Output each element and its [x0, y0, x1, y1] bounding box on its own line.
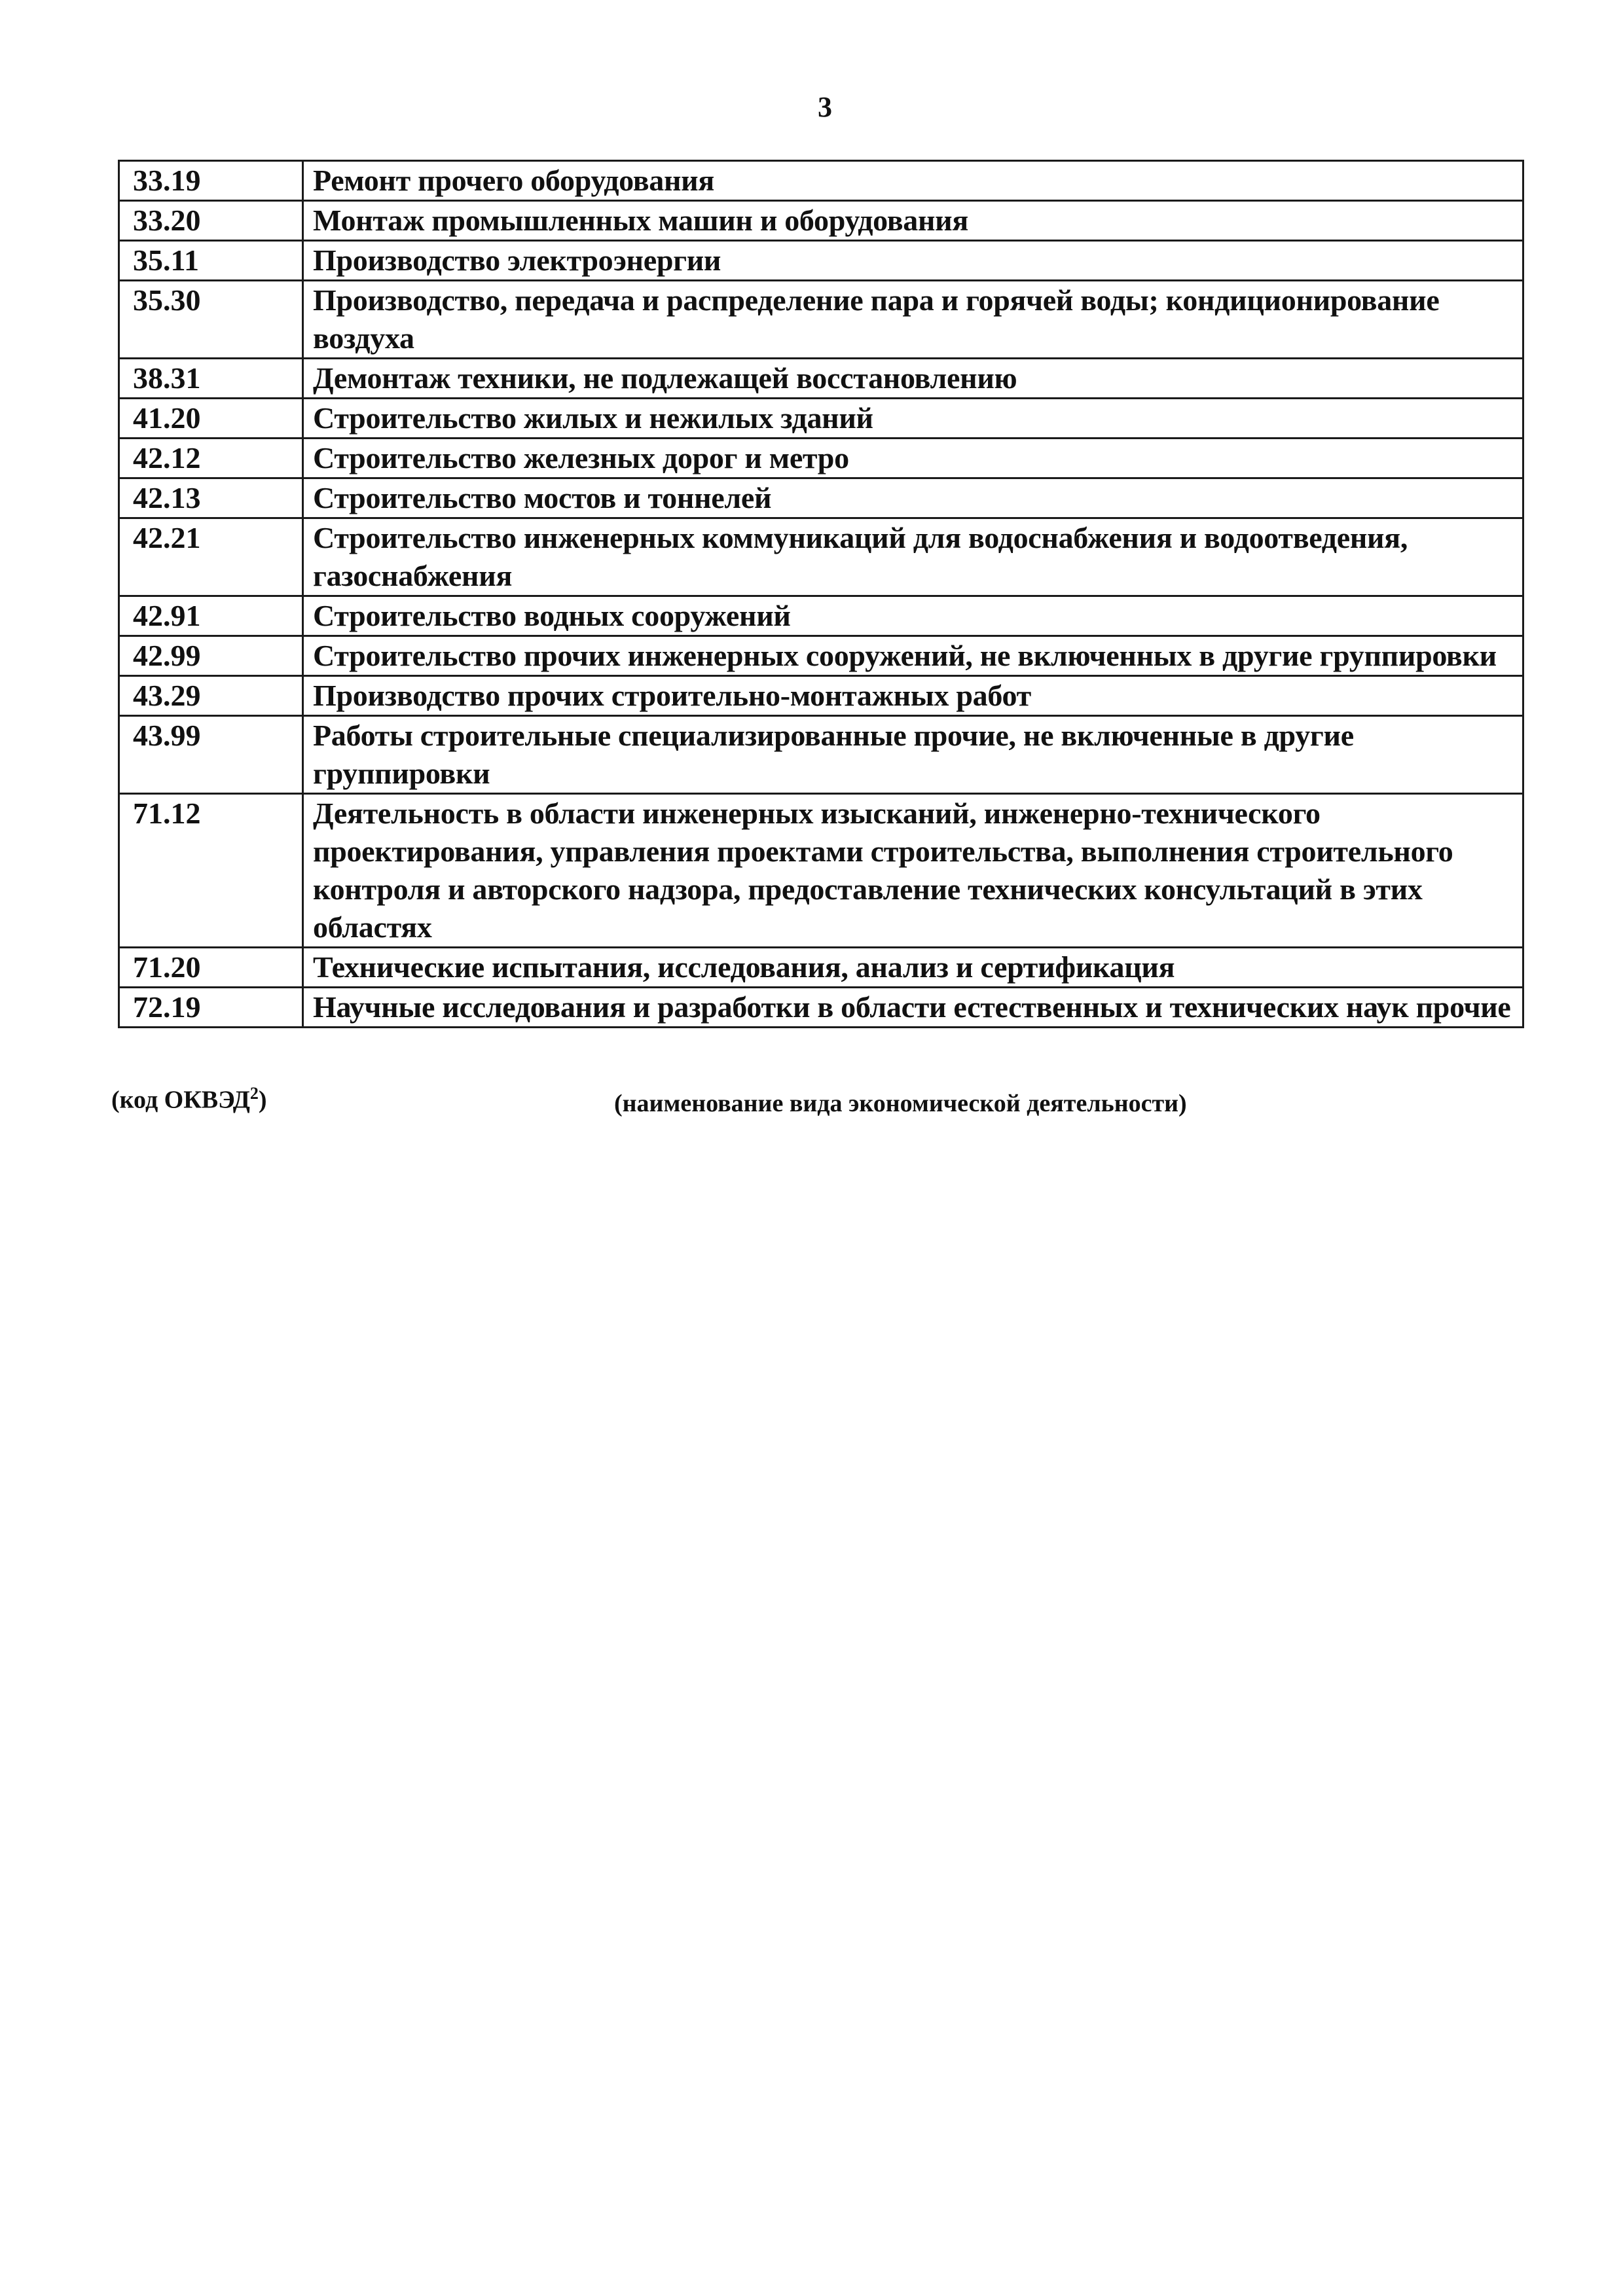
table-row [119, 988, 1523, 1028]
table-footer [111, 1084, 1524, 1123]
okved-code: 42.91 [119, 596, 303, 636]
okved-code: 72.19 [119, 988, 303, 1028]
activity-name: Строительство мостов и тоннелей [303, 478, 1523, 518]
activity-name: Монтаж промышленных машин и оборудования [303, 201, 1523, 241]
activity-name: Производство электроэнергии [303, 241, 1523, 281]
activity-name: Деятельность в области инженерных изысканий, инженерно-технического проектирования, управления проектами строительства, выполнения строительного контроля и авторского надзора, предоставление технических консультаций в этих областях [303, 794, 1523, 948]
table-row [119, 676, 1523, 716]
okved-code: 35.11 [119, 241, 303, 281]
activity-name: Строительство жилых и нежилых зданий [303, 399, 1523, 439]
okved-code: 43.99 [119, 716, 303, 794]
okved-code: 33.20 [119, 201, 303, 241]
table-row [119, 518, 1523, 596]
footnote-marker: 2 [249, 1084, 259, 1103]
table-row [119, 596, 1523, 636]
okved-code: 71.12 [119, 794, 303, 948]
okved-code: 42.12 [119, 439, 303, 478]
table-row [119, 794, 1523, 948]
table-row [119, 716, 1523, 794]
activity-name: Технические испытания, исследования, анализ и сертификация [303, 948, 1523, 988]
table-row [119, 439, 1523, 478]
okved-code-caption [111, 1084, 267, 1115]
okved-code: 38.31 [119, 359, 303, 399]
activity-name: Производство прочих строительно-монтажных работ [303, 676, 1523, 716]
okved-code-caption-close: ) [258, 1086, 267, 1114]
table-row [119, 948, 1523, 988]
table-row [119, 241, 1523, 281]
okved-code: 43.29 [119, 676, 303, 716]
okved-code: 42.21 [119, 518, 303, 596]
okved-code: 35.30 [119, 281, 303, 359]
activity-name: Демонтаж техники, не подлежащей восстановлению [303, 359, 1523, 399]
activity-name-caption: (наименование вида экономической деятельности) [614, 1090, 1187, 1117]
okved-code: 33.19 [119, 161, 303, 201]
okved-code: 42.13 [119, 478, 303, 518]
table-row [119, 478, 1523, 518]
okved-code-caption-text: (код ОКВЭД [111, 1086, 250, 1114]
activity-name: Научные исследования и разработки в области естественных и технических наук прочие [303, 988, 1523, 1028]
activity-name: Производство, передача и распределение пара и горячей воды; кондиционирование воздуха [303, 281, 1523, 359]
activity-name: Строительство прочих инженерных сооружений, не включенных в другие группировки [303, 636, 1523, 676]
page-number: 3 [818, 91, 832, 123]
okved-table [118, 160, 1524, 1028]
okved-code: 41.20 [119, 399, 303, 439]
table-row [119, 161, 1523, 201]
table-row [119, 359, 1523, 399]
okved-code: 71.20 [119, 948, 303, 988]
table-row [119, 636, 1523, 676]
activity-name: Строительство инженерных коммуникаций для водоснабжения и водоотведения, газоснабжения [303, 518, 1523, 596]
table-row [119, 281, 1523, 359]
activity-name: Работы строительные специализированные прочие, не включенные в другие группировки [303, 716, 1523, 794]
activity-name: Строительство водных сооружений [303, 596, 1523, 636]
table-row [119, 201, 1523, 241]
activity-name: Строительство железных дорог и метро [303, 439, 1523, 478]
table-row [119, 399, 1523, 439]
activity-name: Ремонт прочего оборудования [303, 161, 1523, 201]
okved-code: 42.99 [119, 636, 303, 676]
